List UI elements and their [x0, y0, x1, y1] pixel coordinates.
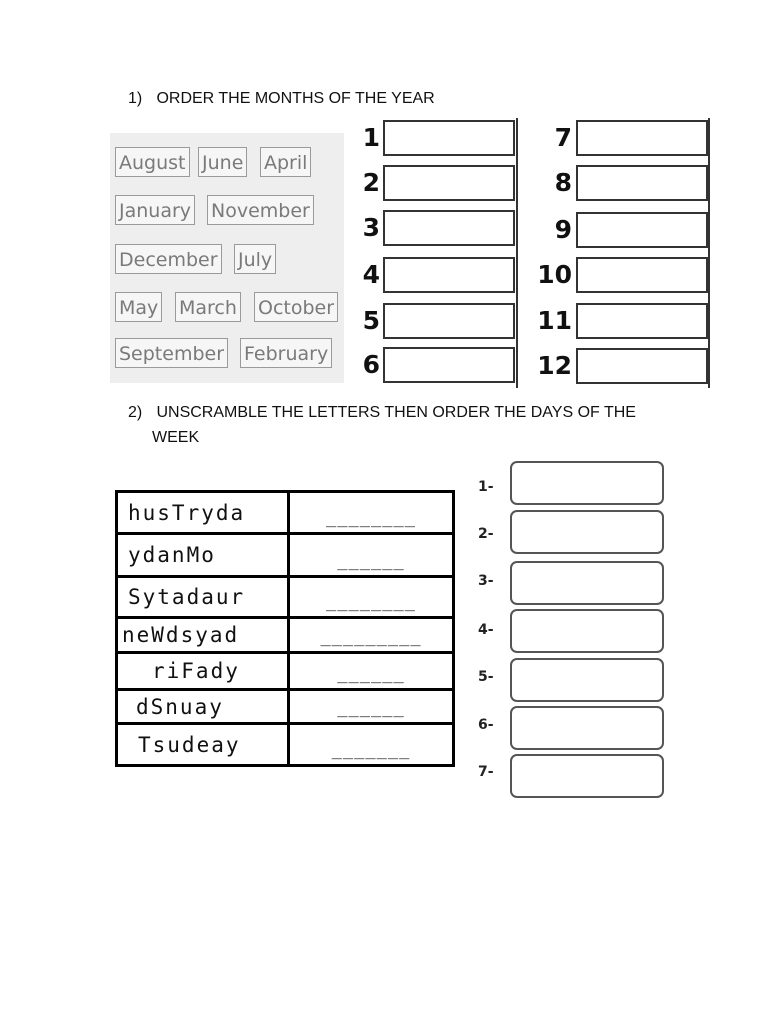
scrambled-word: dSnuay — [117, 690, 289, 724]
table-row — [117, 618, 454, 653]
month-word-bank — [110, 133, 344, 383]
scrambled-word: neWdsyad — [117, 618, 289, 653]
table-row — [117, 492, 454, 534]
day-answer-box-5[interactable] — [510, 658, 664, 702]
month-chip-july[interactable]: July — [234, 244, 276, 274]
scrambled-word: ydanMo — [117, 534, 289, 577]
table-row — [117, 577, 454, 618]
scramble-table — [115, 490, 455, 767]
month-chip-april[interactable]: April — [260, 147, 311, 177]
month-chip-november[interactable]: November — [207, 195, 314, 225]
day-answer-box-7[interactable] — [510, 754, 664, 798]
month-chip-september[interactable]: September — [115, 338, 228, 368]
month-slot-number: 3 — [362, 213, 380, 242]
month-chip-december[interactable]: December — [115, 244, 222, 274]
month-answer-box-10[interactable] — [576, 257, 708, 293]
month-slot-number: 9 — [554, 215, 572, 244]
day-slot-number: 7- — [478, 764, 494, 780]
left-column-bracket — [516, 118, 518, 388]
answer-blank[interactable]: ______ — [289, 653, 454, 690]
day-slot-number: 5- — [478, 669, 494, 685]
table-row — [117, 690, 454, 724]
month-slot-number: 8 — [554, 168, 572, 197]
section-2-heading — [128, 401, 636, 425]
section-2-heading-line2 — [152, 426, 199, 450]
scrambled-word: Tsudeay — [117, 724, 289, 766]
table-row — [117, 653, 454, 690]
month-chip-august[interactable]: August — [115, 147, 190, 177]
month-answer-box-2[interactable] — [383, 165, 515, 201]
day-slot-number: 3- — [478, 573, 494, 589]
day-answer-box-4[interactable] — [510, 609, 664, 653]
month-slot-number: 12 — [537, 351, 572, 380]
month-chip-october[interactable]: October — [254, 292, 338, 322]
day-answer-box-2[interactable] — [510, 510, 664, 554]
month-slot-number: 10 — [537, 260, 572, 289]
table-row — [117, 534, 454, 577]
answer-blank[interactable]: ______ — [289, 690, 454, 724]
scrambled-word: Sytadaur — [117, 577, 289, 618]
day-answer-box-6[interactable] — [510, 706, 664, 750]
month-slot-number: 6 — [362, 350, 380, 379]
day-slot-number: 4- — [478, 622, 494, 638]
month-answer-box-11[interactable] — [576, 303, 708, 339]
month-answer-box-6[interactable] — [383, 347, 515, 383]
month-answer-box-4[interactable] — [383, 257, 515, 293]
day-slot-number: 1- — [478, 479, 494, 495]
answer-blank[interactable]: ______ — [289, 534, 454, 577]
day-answer-box-3[interactable] — [510, 561, 664, 605]
month-answer-box-12[interactable] — [576, 348, 708, 384]
section-2-title-line2: WEEK — [152, 429, 200, 446]
month-answer-box-7[interactable] — [576, 120, 708, 156]
answer-blank[interactable]: _______ — [289, 724, 454, 766]
month-slot-number: 7 — [554, 123, 572, 152]
month-chip-february[interactable]: February — [240, 338, 332, 368]
scrambled-word: husTryda — [117, 492, 289, 534]
right-column-bracket — [708, 118, 710, 388]
day-slot-number: 2- — [478, 526, 494, 542]
section-1-title: ORDER THE MONTHS OF THE YEAR — [156, 90, 435, 107]
section-2-title-line1: UNSCRAMBLE THE LETTERS THEN ORDER THE DAYS OF THE — [156, 404, 636, 421]
section-2-number: 2) — [128, 404, 143, 421]
day-answer-box-1[interactable] — [510, 461, 664, 505]
month-chip-june[interactable]: June — [198, 147, 247, 177]
table-row — [117, 724, 454, 766]
month-answer-box-9[interactable] — [576, 212, 708, 248]
answer-blank[interactable]: ________ — [289, 492, 454, 534]
month-slot-number: 2 — [362, 168, 380, 197]
month-slot-number: 1 — [362, 123, 380, 152]
scrambled-word: riFady — [117, 653, 289, 690]
month-slot-number: 5 — [362, 306, 380, 335]
month-answer-box-3[interactable] — [383, 210, 515, 246]
month-answer-box-1[interactable] — [383, 120, 515, 156]
answer-blank[interactable]: _________ — [289, 618, 454, 653]
section-1-number: 1) — [128, 90, 143, 107]
month-chip-march[interactable]: March — [175, 292, 241, 322]
month-slot-number: 11 — [537, 306, 572, 335]
day-slot-number: 6- — [478, 717, 494, 733]
month-chip-january[interactable]: January — [115, 195, 195, 225]
month-answer-box-8[interactable] — [576, 165, 708, 201]
section-1-heading — [128, 87, 435, 111]
month-answer-box-5[interactable] — [383, 303, 515, 339]
answer-blank[interactable]: ________ — [289, 577, 454, 618]
month-chip-may[interactable]: May — [115, 292, 162, 322]
month-slot-number: 4 — [362, 260, 380, 289]
